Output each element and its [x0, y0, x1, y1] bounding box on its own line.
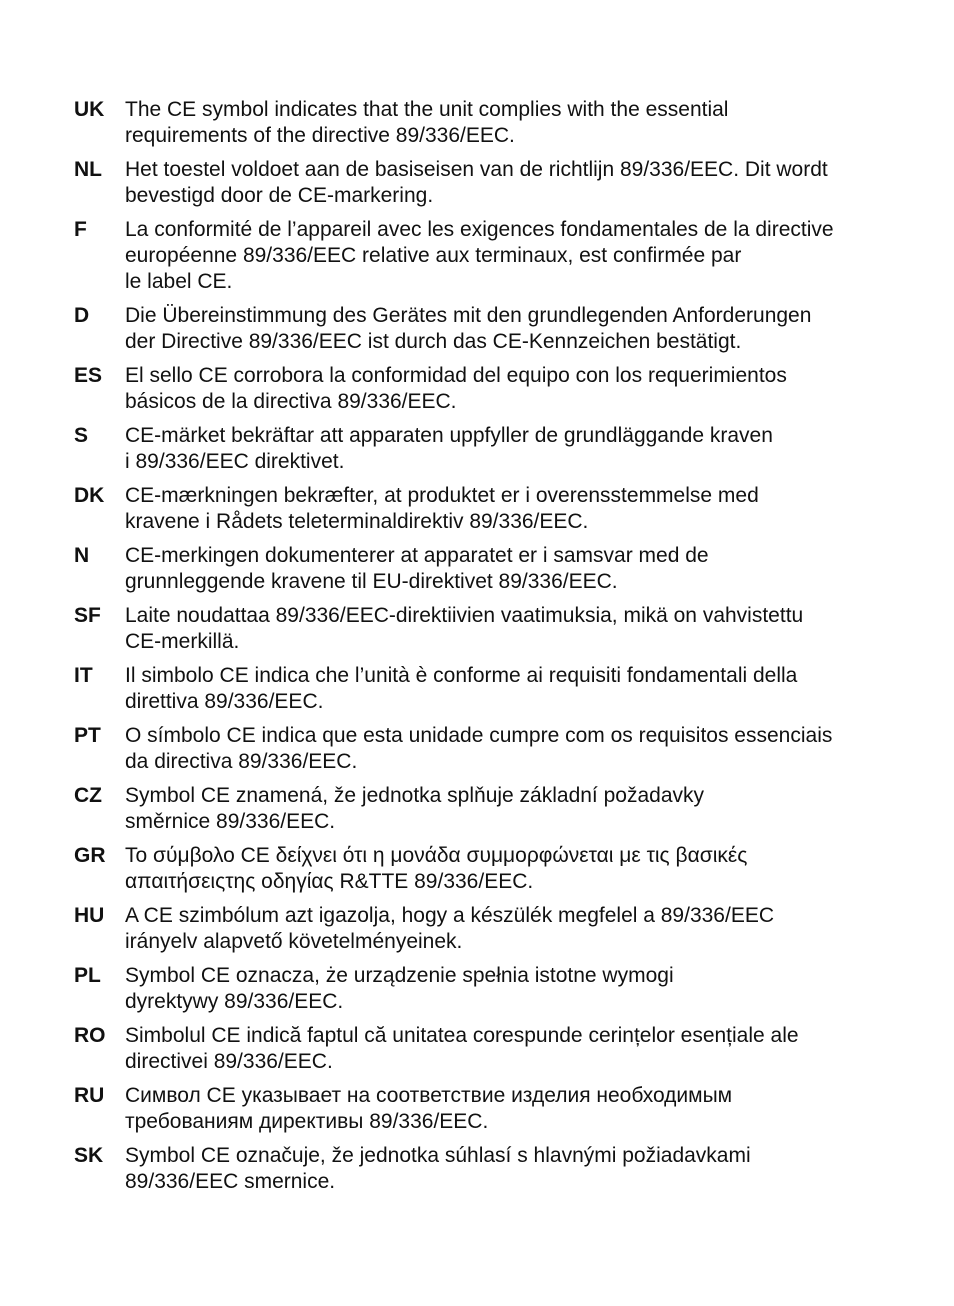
- entry-gr: [74, 843, 894, 895]
- entry-d: [74, 303, 894, 355]
- declaration-text: El sello CE corrobora la conformidad del equipo con los requerimientos básicos de la directiva 89/336/EEC.: [125, 364, 787, 413]
- entry-nl: [74, 157, 894, 209]
- entry-cz: [74, 783, 894, 835]
- declaration-text: Laite noudattaa 89/336/EEC-direktiivien vaatimuksia, mikä on vahvistettu CE-merkillä.: [125, 604, 804, 653]
- ce-declaration-list: [74, 97, 894, 1203]
- entry-sf: [74, 603, 894, 655]
- declaration-text: Het toestel voldoet aan de basiseisen van de richtlijn 89/336/EEC. Dit wordt bevestigd door de CE-markering.: [125, 158, 828, 207]
- language-code: PT: [74, 724, 101, 747]
- language-code: F: [74, 218, 87, 241]
- language-code: UK: [74, 98, 105, 121]
- declaration-text: The CE symbol indicates that the unit complies with the essential requirements of the directive 89/336/EEC.: [125, 98, 729, 147]
- entry-pl: [74, 963, 894, 1015]
- declaration-text: Символ CE указывает на соответствие изделия необходимым требованиям директивы 89/336/EEC.: [125, 1084, 733, 1133]
- declaration-text: A CE szimbólum azt igazolja, hogy a készülék megfelel a 89/336/EEC irányelv alapvető követelményeinek.: [125, 904, 775, 953]
- declaration-text: Symbol CE označuje, že jednotka súhlasí s hlavnými požiadavkami 89/336/EEC smernice.: [125, 1144, 751, 1193]
- language-code: NL: [74, 158, 102, 181]
- language-code: SK: [74, 1144, 104, 1167]
- entry-ro: [74, 1023, 894, 1075]
- language-code: HU: [74, 904, 105, 927]
- entry-pt: [74, 723, 894, 775]
- entry-hu: [74, 903, 894, 955]
- language-code: DK: [74, 484, 105, 507]
- declaration-text: La conformité de l’appareil avec les exigences fondamentales de la directive européenne 89/336/EEC relative aux terminaux, est confirmée par le label CE.: [125, 218, 834, 293]
- entry-es: [74, 363, 894, 415]
- declaration-text: Die Übereinstimmung des Gerätes mit den grundlegenden Anforderungen der Directive 89/336/EEC ist durch das CE-Kennzeichen bestätigt.: [125, 304, 812, 353]
- entry-it: [74, 663, 894, 715]
- language-code: IT: [74, 664, 93, 687]
- language-code: PL: [74, 964, 101, 987]
- entry-dk: [74, 483, 894, 535]
- language-code: CZ: [74, 784, 102, 807]
- language-code: GR: [74, 844, 106, 867]
- declaration-text: CE-märket bekräftar att apparaten uppfyller de grundläggande kraven i 89/336/EEC direktivet.: [125, 424, 773, 473]
- entry-sk: [74, 1143, 894, 1195]
- declaration-text: O símbolo CE indica que esta unidade cumpre com os requisitos essenciais da directiva 89/336/EEC.: [125, 724, 833, 773]
- language-code: RU: [74, 1084, 105, 1107]
- declaration-text: Symbol CE oznacza, że urządzenie spełnia istotne wymogi dyrektywy 89/336/EEC.: [125, 964, 674, 1013]
- entry-uk: [74, 97, 894, 149]
- entry-s: [74, 423, 894, 475]
- language-code: ES: [74, 364, 103, 387]
- declaration-text: Simbolul CE indică faptul că unitatea corespunde cerințelor esențiale ale directivei 89/336/EEC.: [125, 1024, 799, 1073]
- language-code: N: [74, 544, 90, 567]
- entry-f: [74, 217, 894, 295]
- entry-ru: [74, 1083, 894, 1135]
- declaration-text: Il simbolo CE indica che l’unità è conforme ai requisiti fondamentali della direttiva 89/336/EEC.: [125, 664, 798, 713]
- declaration-text: CE-mærkningen bekræfter, at produktet er i overensstemmelse med kravene i Rådets teleterminaldirektiv 89/336/EEC.: [125, 484, 759, 533]
- declaration-text: Το σύμβολο CE δείχνει ότι η μονάδα συμμορφώνεται με τις βασικές απαιτήσειςτης οδηγίας R&TTE 89/336/EEC.: [125, 844, 748, 893]
- language-code: RO: [74, 1024, 106, 1047]
- language-code: SF: [74, 604, 101, 627]
- language-code: D: [74, 304, 90, 327]
- language-code: S: [74, 424, 89, 447]
- declaration-text: CE-merkingen dokumenterer at apparatet er i samsvar med de grunnleggende kravene til EU-direktivet 89/336/EEC.: [125, 544, 709, 593]
- entry-n: [74, 543, 894, 595]
- declaration-text: Symbol CE znamená, že jednotka splňuje základní požadavky směrnice 89/336/EEC.: [125, 784, 704, 833]
